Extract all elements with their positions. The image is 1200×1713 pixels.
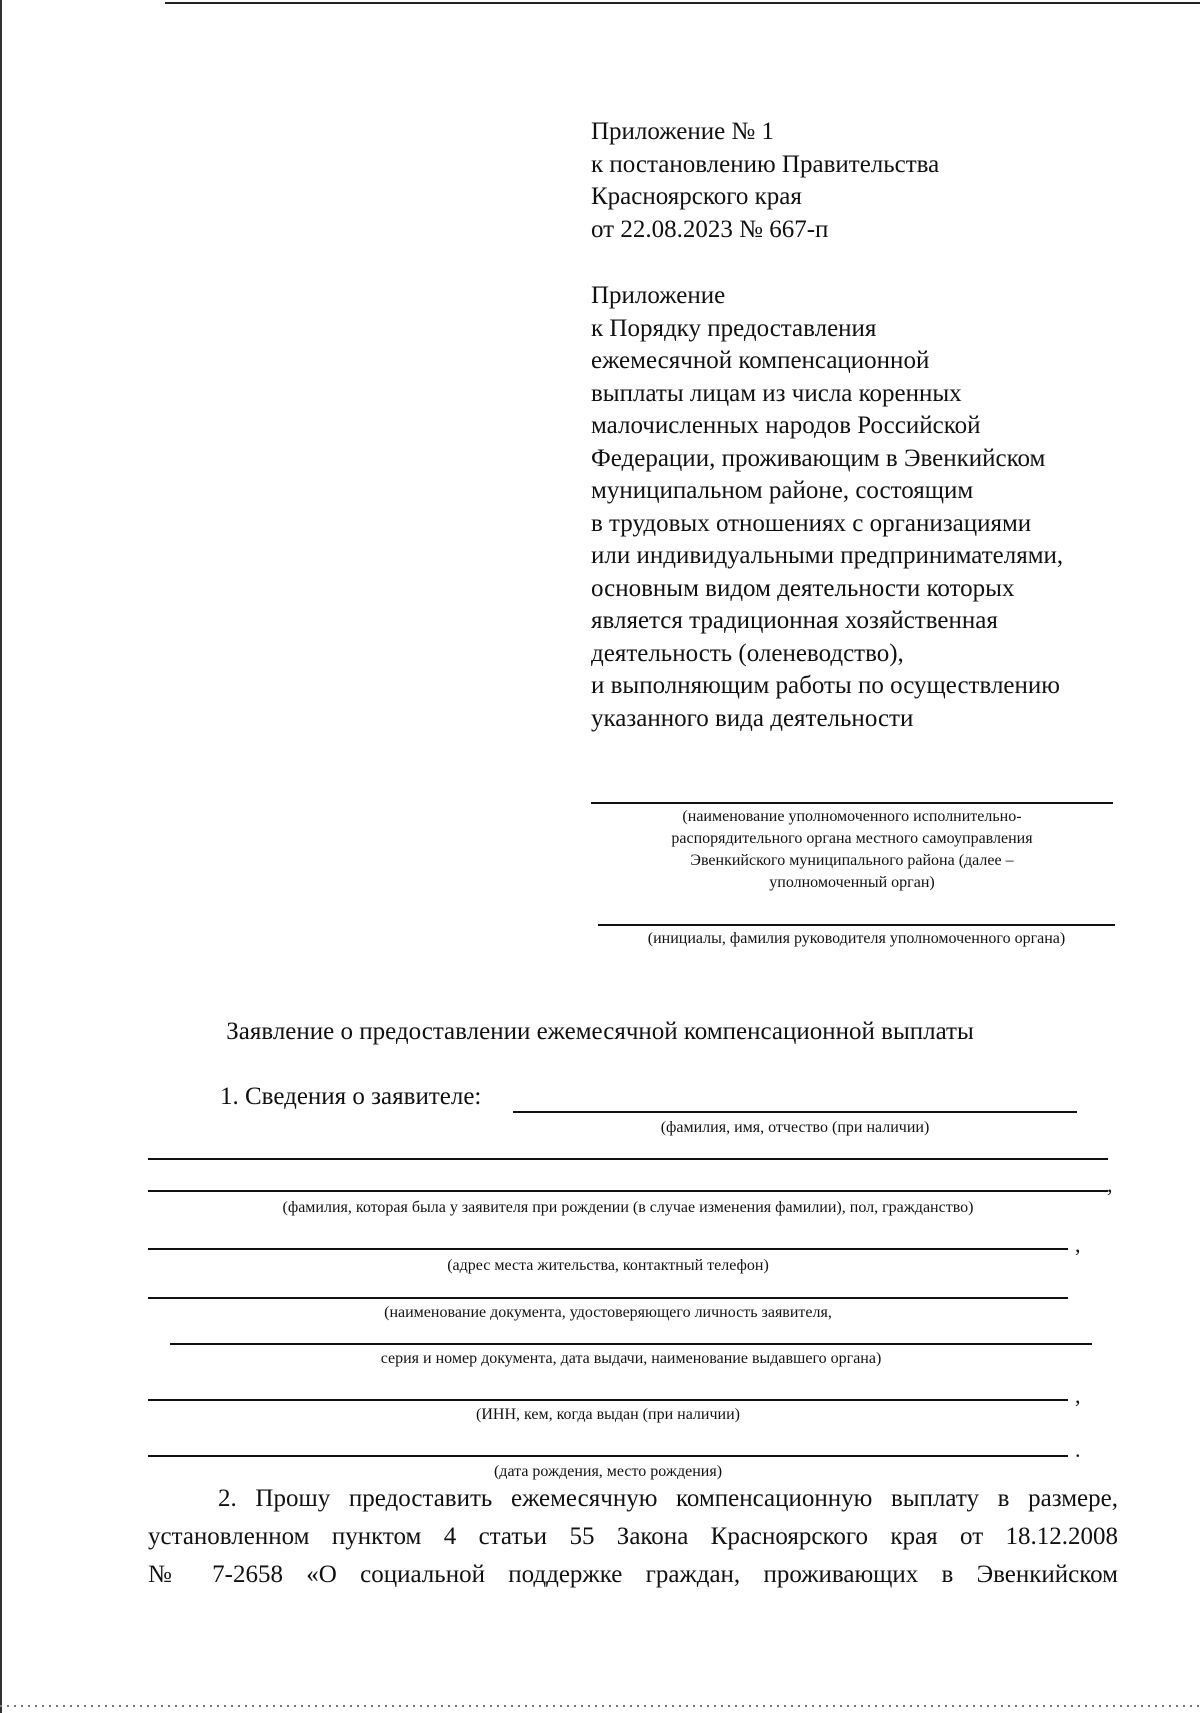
id-series-line[interactable] <box>170 1343 1092 1345</box>
fio-caption: (фамилия, имя, отчество (при наличии) <box>660 1119 930 1136</box>
address-caption: (адрес места жительства, контактный телефон) <box>447 1257 769 1274</box>
birth-caption: (дата рождения, место рождения) <box>493 1463 723 1480</box>
appendix-2-line: муниципальном районе, состоящим <box>591 477 974 504</box>
appendix-2-line: ежемесячной компенсационной <box>591 347 930 374</box>
fio-line[interactable] <box>513 1111 1077 1113</box>
appendix-2-line: или индивидуальными предпринимателями, <box>591 542 1064 569</box>
appendix-2-line: указанного вида деятельности <box>591 704 914 732</box>
birth-surname-caption: (фамилия, которая была у заявителя при рождении (в случае изменения фамилии), пол, гражданство) <box>282 1199 974 1216</box>
section-2-line: 2. Прошу предоставить ежемесячную компенсационную выплату в размере, <box>218 1485 1118 1512</box>
appendix-2-line: к Порядку предоставления <box>591 314 877 342</box>
birth-surname-line[interactable] <box>148 1190 1108 1192</box>
appendix-2-line: выплаты лицам из числа коренных <box>591 379 962 407</box>
id-document-caption: (наименование документа, удостоверяющего личность заявителя, <box>384 1304 832 1321</box>
appendix-1-line: от 22.08.2023 № 667-п <box>591 215 829 243</box>
birth-line[interactable] <box>148 1455 1068 1457</box>
id-document-line[interactable] <box>148 1297 1068 1299</box>
scan-edge <box>0 0 2 1713</box>
organ-name-line[interactable] <box>591 802 1113 804</box>
appendix-1-line: к постановлению Правительства <box>591 150 940 178</box>
section-2-line: № 7-2658 «О социальной поддержке граждан, проживающих в Эвенкийском <box>148 1561 1118 1588</box>
appendix-1-block <box>591 116 939 246</box>
comma-mark: , <box>1107 1172 1113 1197</box>
appendix-2-line: основным видом деятельности которых <box>591 574 1015 602</box>
appendix-2-block <box>591 280 1063 735</box>
scan-top-border <box>165 2 1200 4</box>
appendix-1-line: Приложение № 1 <box>591 118 775 145</box>
head-name-caption: (инициалы, фамилия руководителя уполномоченного органа) <box>647 930 1066 947</box>
section-2-line: установленном пунктом 4 статьи 55 Закона Красноярского края от 18.12.2008 <box>148 1523 1118 1550</box>
appendix-1-line: Красноярского края <box>591 183 802 210</box>
period-mark: . <box>1075 1437 1081 1462</box>
appendix-2-line: Федерации, проживающим в Эвенкийском <box>591 444 1046 472</box>
id-series-caption: серия и номер документа, дата выдачи, наименование выдавшего органа) <box>380 1350 882 1367</box>
appendix-2-line: Приложение <box>591 282 726 309</box>
appendix-2-line: в трудовых отношениях с организациями <box>591 509 1032 537</box>
address-line[interactable] <box>148 1248 1068 1250</box>
scan-bottom-border <box>0 1705 1200 1707</box>
head-name-line[interactable] <box>598 924 1115 926</box>
inn-line[interactable] <box>148 1399 1068 1401</box>
appendix-2-line: малочисленных народов Российской <box>591 412 981 439</box>
appendix-2-line: деятельность (оленеводство), <box>591 639 904 667</box>
organ-name-caption: (наименование уполномоченного исполнительно- распорядительного органа местного самоуправления Эвенкийского муниципального района (далее – уполномоченный орган) <box>671 808 1033 891</box>
section-2-paragraph <box>148 1480 1118 1594</box>
form-title: Заявление о предоставлении ежемесячной компенсационной выплаты <box>226 1018 974 1045</box>
applicant-extra-line[interactable] <box>148 1158 1108 1160</box>
comma-mark: , <box>1075 1232 1081 1257</box>
appendix-2-line: является традиционная хозяйственная <box>591 607 998 634</box>
appendix-2-line: и выполняющим работы по осуществлению <box>591 672 1060 699</box>
inn-caption: (ИНН, кем, когда выдан (при наличии) <box>476 1406 740 1423</box>
comma-mark: , <box>1075 1383 1081 1408</box>
section-1-label: 1. Сведения о заявителе: <box>220 1083 482 1110</box>
